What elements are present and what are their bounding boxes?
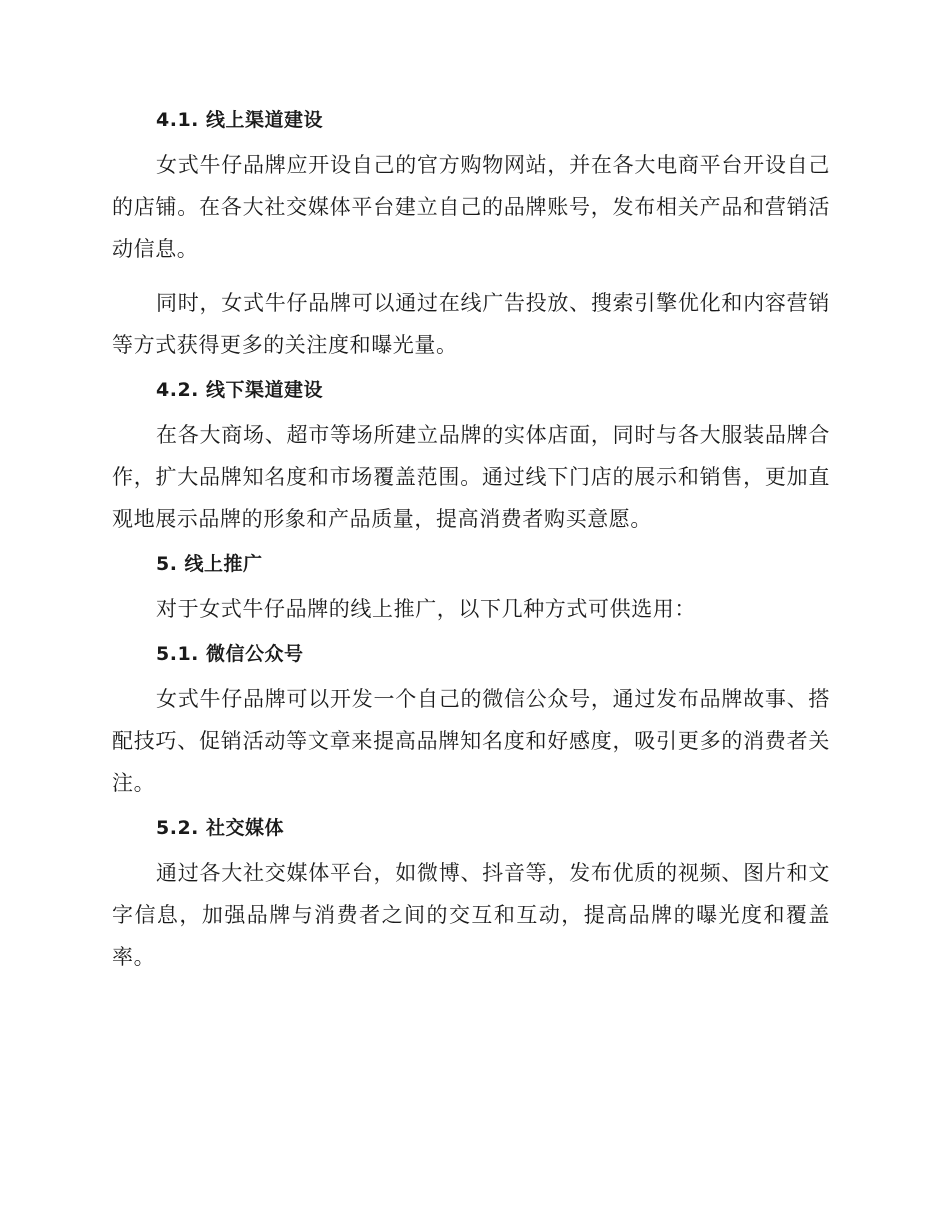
document-page bbox=[112, 108, 830, 978]
paragraph: 女式牛仔品牌可以开发一个自己的微信公众号，通过发布品牌故事、搭配技巧、促销活动等文章来提高品牌知名度和好感度，吸引更多的消费者关注。 bbox=[112, 687, 830, 795]
paragraph: 对于女式牛仔品牌的线上推广，以下几种方式可供选用： bbox=[156, 597, 696, 621]
section-heading-5-1: 5.1. 微信公众号 bbox=[156, 643, 304, 665]
section-heading-4-1: 4.1. 线上渠道建设 bbox=[156, 109, 323, 131]
paragraph: 通过各大社交媒体平台，如微博、抖音等，发布优质的视频、图片和文字信息，加强品牌与消费者之间的交互和互动，提高品牌的曝光度和覆盖率。 bbox=[112, 861, 830, 969]
section-heading-4-2: 4.2. 线下渠道建设 bbox=[156, 379, 323, 401]
paragraph: 女式牛仔品牌应开设自己的官方购物网站，并在各大电商平台开设自己的店铺。在各大社交媒体平台建立自己的品牌账号，发布相关产品和营销活动信息。 bbox=[112, 153, 830, 261]
paragraph: 在各大商场、超市等场所建立品牌的实体店面，同时与各大服装品牌合作，扩大品牌知名度和市场覆盖范围。通过线下门店的展示和销售，更加直观地展示品牌的形象和产品质量，提高消费者购买意愿。 bbox=[112, 423, 830, 531]
paragraph: 同时，女式牛仔品牌可以通过在线广告投放、搜索引擎优化和内容营销等方式获得更多的关注度和曝光量。 bbox=[112, 291, 830, 357]
section-heading-5-2: 5.2. 社交媒体 bbox=[156, 817, 284, 839]
section-heading-5: 5. 线上推广 bbox=[156, 553, 263, 575]
